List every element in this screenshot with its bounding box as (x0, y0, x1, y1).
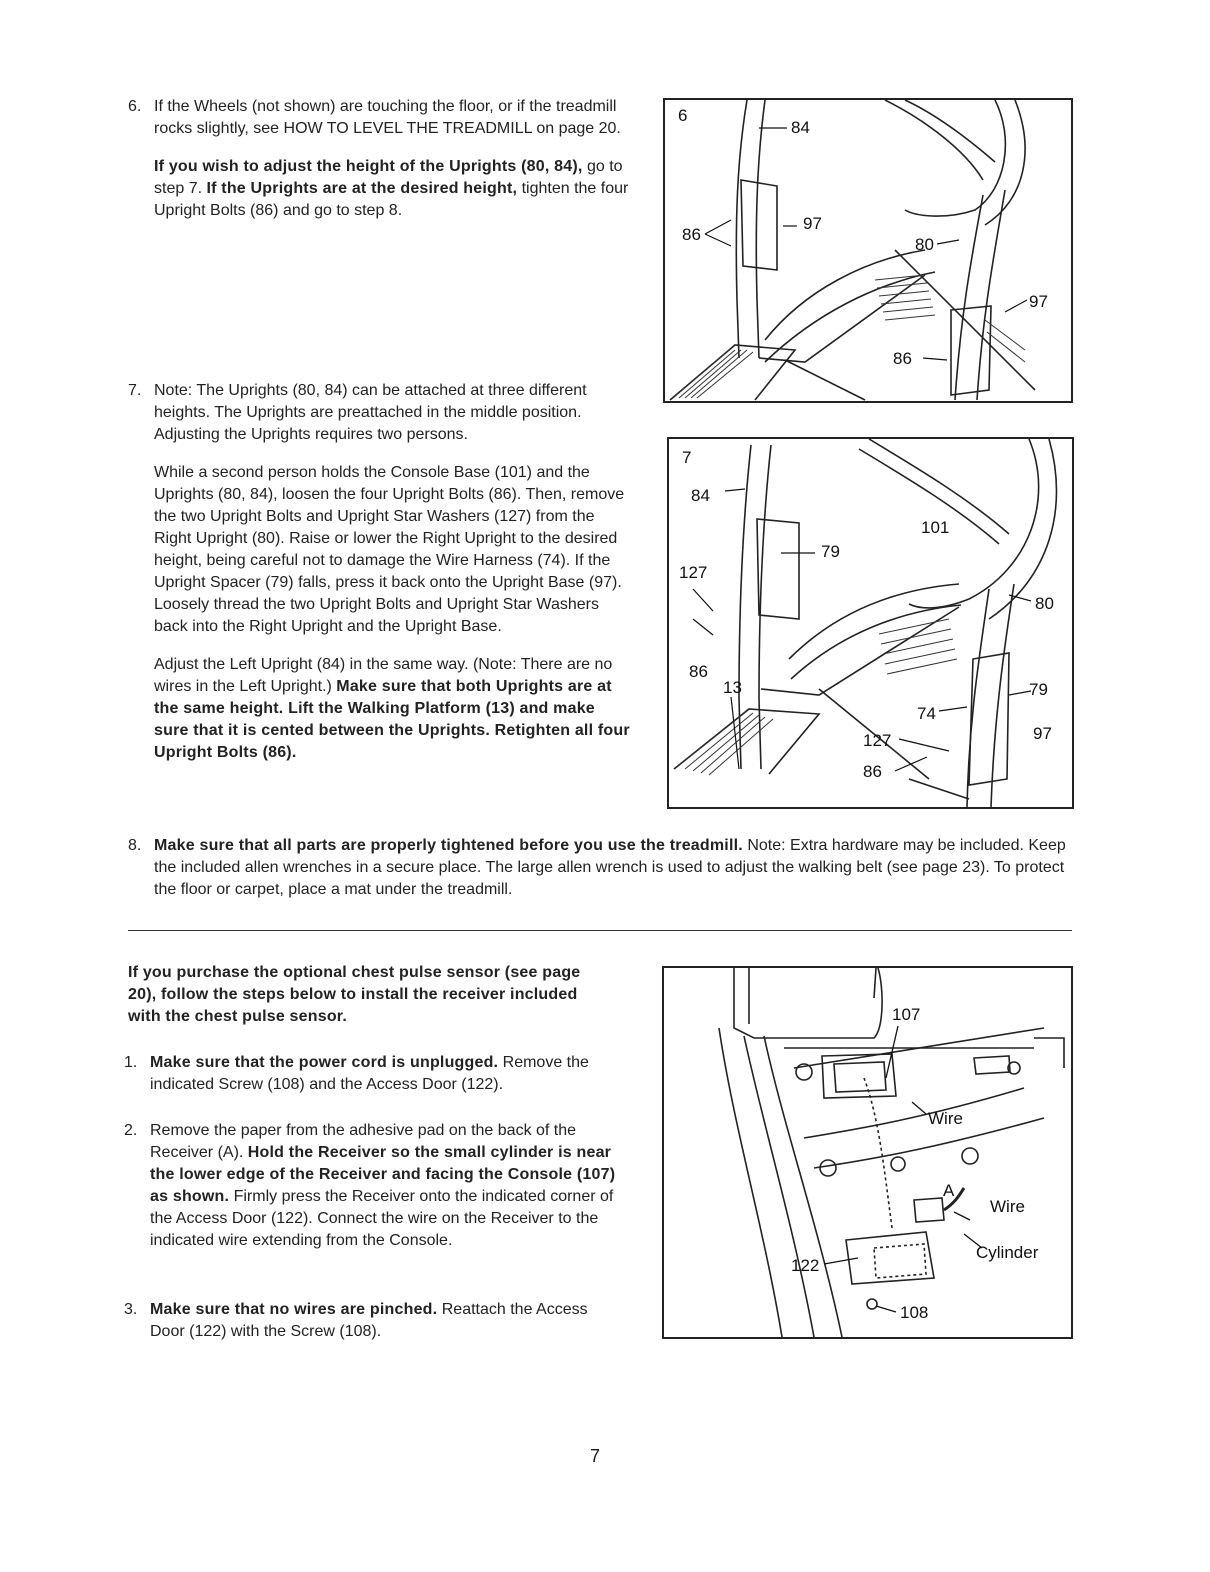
step-8-text: Make sure that all parts are properly tightened before you use the treadmill. Note: Extra hardware may be included. Keep the included allen wrenches in a secure place. The large allen wrench is used to adjust the walking belt (see page 23). To protect the floor or carpet, place a mat under the treadmill. (154, 837, 1066, 898)
step-7-left-upright: Adjust the Left Upright (84) in the same way. (Note: There are no wires in the Left Upright.) Make sure that both Uprights are at the same height. Lift the Walking Platform (13) and make sure that it is cented between the Uprights. Retighten all four Upright Bolts (86). (154, 656, 630, 761)
section-divider (128, 930, 1072, 931)
callout-127-lower: 127 (863, 731, 892, 750)
callout-cylinder: Cylinder (976, 1243, 1039, 1262)
callout-101: 101 (921, 518, 950, 537)
callout-84: 84 (691, 486, 710, 505)
step-number: 6. (128, 98, 142, 115)
step-number: 7. (128, 382, 142, 399)
figure-pulse-drawing (664, 968, 1071, 1337)
callout-80: 80 (915, 235, 934, 254)
figure-6-drawing (665, 100, 1071, 401)
callout-86: 86 (689, 662, 708, 681)
figure-6 (663, 98, 1073, 403)
step-6 (128, 96, 632, 238)
figure-7-drawing (669, 439, 1072, 807)
callout-74: 74 (917, 704, 936, 723)
callout-84: 84 (791, 118, 810, 137)
pulse-step-2-text: Remove the paper from the adhesive pad on the back of the Receiver (A). Hold the Receiver so the small cylinder is near the lower edge of the Receiver and facing the Console (107) as shown. Firmly press the Receiver onto the indicated corner of the Access Door (122). Connect the wire on the Receiver to the indicated wire extending from the Console. (150, 1122, 616, 1249)
step-7 (128, 380, 634, 780)
callout-108: 108 (900, 1303, 929, 1322)
figure-pulse-receiver (662, 966, 1073, 1339)
step-7-note: Note: The Uprights (80, 84) can be attached at three different heights. The Uprights are preattached in the middle position. Adjusting the Uprights requires two persons. (154, 382, 587, 443)
figure-7-number: 7 (682, 448, 692, 467)
step-7-instructions: While a second person holds the Console Base (101) and the Uprights (80, 84), loosen the four Upright Bolts (86). Then, remove the two Upright Bolts and Upright Star Washers (127) from the Right Upright (80). Raise or lower the Right Upright to the desired height, being careful not to damage the Wire Harness (74). If the Upright Spacer (79) falls, press it back onto the Upright Base (97). Loosely thread the two Upright Bolts and Upright Star Washers back into the Right Upright and the Upright Base. (154, 464, 625, 635)
callout-86-right: 86 (893, 349, 912, 368)
callout-wire-receiver: Wire (990, 1197, 1025, 1216)
callout-97: 97 (803, 214, 822, 233)
callout-wire-top: Wire (928, 1109, 963, 1128)
callout-79: 79 (821, 542, 840, 561)
callout-107: 107 (892, 1005, 921, 1024)
callout-86-lower: 86 (863, 762, 882, 781)
pulse-sensor-intro: If you purchase the optional chest pulse sensor (see page 20), follow the steps below to install the receiver included with the chest pulse sensor. (128, 964, 581, 1025)
callout-86: 86 (682, 225, 701, 244)
step-6-note: If you wish to adjust the height of the Uprights (80, 84), go to step 7. If the Uprights are at the desired height, tighten the four Upright Bolts (86) and go to step 8. (154, 158, 629, 219)
callout-80: 80 (1035, 594, 1054, 613)
step-number: 8. (128, 837, 142, 854)
step-number: 2. (124, 1122, 138, 1139)
callout-13: 13 (723, 678, 742, 697)
pulse-step-3-text: Make sure that no wires are pinched. Reattach the Access Door (122) with the Screw (108). (150, 1301, 588, 1340)
callout-97-right: 97 (1029, 292, 1048, 311)
step-6-text: If the Wheels (not shown) are touching the floor, or if the treadmill rocks slightly, see HOW TO LEVEL THE TREADMILL on page 20. (154, 98, 621, 137)
callout-122: 122 (791, 1256, 820, 1275)
page-number: 7 (589, 1446, 600, 1466)
figure-7 (667, 437, 1074, 809)
callout-97: 97 (1033, 724, 1052, 743)
pulse-step-1-text: Make sure that the power cord is unplugged. Remove the indicated Screw (108) and the Access Door (122). (150, 1054, 589, 1093)
figure-6-number: 6 (678, 106, 688, 125)
pulse-step-3 (124, 1299, 620, 1359)
step-number: 3. (124, 1301, 138, 1318)
callout-127: 127 (679, 563, 708, 582)
step-number: 1. (124, 1054, 138, 1071)
pulse-step-2 (124, 1120, 628, 1268)
step-8 (128, 835, 1066, 917)
callout-receiver-a: A (943, 1181, 955, 1200)
pulse-step-1 (124, 1052, 620, 1112)
callout-79-right: 79 (1029, 680, 1048, 699)
